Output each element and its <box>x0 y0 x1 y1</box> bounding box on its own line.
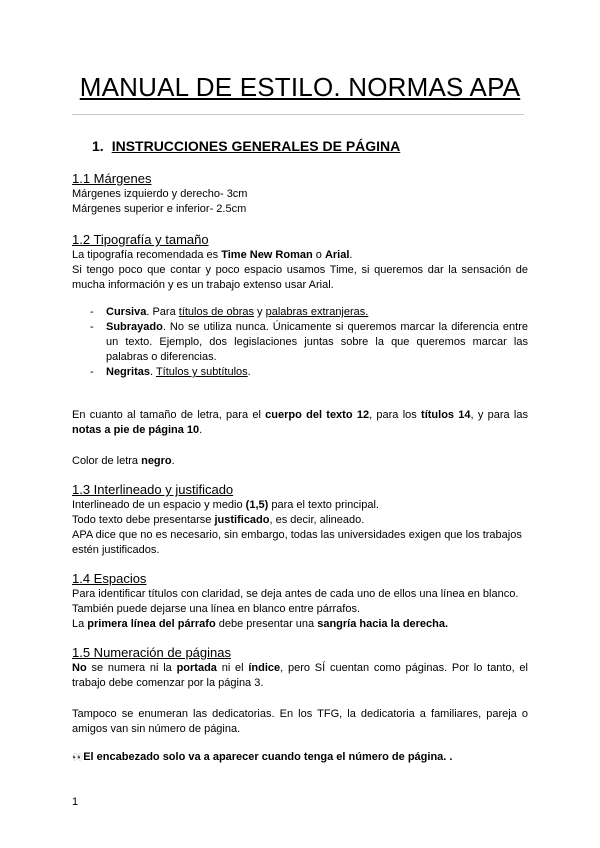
text-run-bold: índice <box>248 662 281 674</box>
text-run: ni el <box>216 662 249 674</box>
bullet-dash: - <box>90 306 94 318</box>
bullet-dash: - <box>90 321 94 333</box>
eyes-icon: 👀 <box>72 752 84 762</box>
text-run: . <box>171 455 175 467</box>
typography-text <box>72 248 528 293</box>
typography-line-2: Si tengo poco que contar y poco espacio usamos Time, si queremos dar la sensación de mucha información y es un trabajo extenso usar Arial. <box>72 264 528 291</box>
text-run: Todo texto debe presentarse <box>72 514 215 526</box>
spaces-line-2: También puede dejarse una línea en blanco entre párrafos. <box>72 603 361 615</box>
text-run-bold: justificado <box>214 514 270 526</box>
text-run: se numera ni la <box>86 662 177 674</box>
subsection-heading-margins: 1.1 Márgenes <box>72 171 152 186</box>
text-run-bold: portada <box>176 662 217 674</box>
page-title: MANUAL DE ESTILO. NORMAS APA <box>79 72 521 102</box>
section-number: 1. <box>92 138 104 154</box>
text-run: En cuanto al tamaño de letra, para el <box>72 409 266 421</box>
text-run-bold: primera línea del párrafo <box>87 618 216 630</box>
subsection-heading-spaces: 1.4 Espacios <box>72 571 147 586</box>
page-numbering-paragraph-2: Tampoco se enumeran las dedicatorias. En los TFG, la dedicatoria a familiares, pareja o amigos van sin número de página. <box>72 708 528 735</box>
text-run: para el texto principal. <box>268 499 379 511</box>
text-run: . No se utiliza nunca. Únicamente si queremos marcar la diferencia entre un texto. Ejemplo, dos legislaciones juntas sobre la que queremos marcar las palabras o diferencias. <box>106 321 528 363</box>
text-run-bold: Subrayado <box>106 321 163 333</box>
text-run: . <box>150 366 156 378</box>
subsection-heading-page-numbering: 1.5 Numeración de páginas <box>72 645 231 660</box>
text-run-bold: negro <box>141 455 172 467</box>
margins-text <box>72 187 528 217</box>
spaces-line-1: Para identificar títulos con claridad, se deja antes de cada uno de ellos una línea en blanco. <box>72 588 519 600</box>
text-run: . Para <box>146 306 179 318</box>
typography-line-1 <box>72 248 528 263</box>
title-divider <box>72 114 524 115</box>
font-size-paragraph <box>72 408 528 438</box>
text-run: y <box>253 306 266 318</box>
page-numbering-paragraph-3 <box>72 750 528 765</box>
page-number: 1 <box>72 796 79 808</box>
line-spacing-line-1 <box>72 498 528 513</box>
text-run-bold: No <box>72 662 87 674</box>
line-spacing-line-2 <box>72 513 528 528</box>
text-run: . <box>247 366 251 378</box>
text-run: debe presentar una <box>215 618 318 630</box>
list-item <box>72 365 528 380</box>
text-run: , para los <box>369 409 422 421</box>
bullet-list <box>72 305 528 380</box>
text-run: , pero SÍ cuentan como páginas. Por lo tanto, el trabajo debe comenzar por la página 3. <box>72 662 528 689</box>
text-run-bold: Arial <box>324 249 350 261</box>
list-item <box>72 305 528 320</box>
text-run: . <box>349 249 353 261</box>
text-run: , es decir, alineado. <box>269 514 365 526</box>
text-run: . <box>199 424 203 436</box>
line-spacing-line-3: APA dice que no es necesario, sin embargo, todas las universidades exigen que los trabajos estén justificados. <box>72 529 522 556</box>
text-run-bold: Cursiva <box>106 306 147 318</box>
text-run-bold: cuerpo del texto 12 <box>265 409 370 421</box>
subsection-heading-line-spacing: 1.3 Interlineado y justificado <box>72 482 234 497</box>
text-run-bold: (1,5) <box>245 499 269 511</box>
text-run-bold: notas a pie de página 10 <box>72 424 200 436</box>
line-spacing-text <box>72 498 528 558</box>
text-run: Color de letra <box>72 455 142 467</box>
section-title: INSTRUCCIONES GENERALES DE PÁGINA <box>111 138 401 154</box>
text-run: o <box>312 249 325 261</box>
text-run-bold: sangría hacia la derecha. <box>317 618 449 630</box>
page-numbering-paragraph-1 <box>72 661 528 691</box>
margins-line-1: Márgenes izquierdo y derecho- 3cm <box>72 188 248 200</box>
text-run: , y para las <box>470 409 528 421</box>
list-item <box>72 320 528 365</box>
text-run: La <box>72 618 88 630</box>
text-run-bold: El encabezado solo va a aparecer cuando tenga el número de página. . <box>83 751 453 763</box>
spaces-line-3 <box>72 617 528 632</box>
text-run: Interlineado de un espacio y medio <box>72 499 246 511</box>
text-run-underline: títulos de obras <box>178 306 254 318</box>
subsection-heading-typography: 1.2 Tipografía y tamaño <box>72 232 209 247</box>
text-run-underline: Títulos y subtítulos <box>155 366 248 378</box>
text-run-underline: palabras extranjeras. <box>265 306 369 318</box>
text-run-bold: Negritas <box>106 366 151 378</box>
text-run-bold: Time New Roman <box>221 249 313 261</box>
font-color-paragraph <box>72 454 528 469</box>
margins-line-2: Márgenes superior e inferior- 2.5cm <box>72 203 247 215</box>
spaces-text <box>72 587 528 632</box>
section-heading <box>92 138 400 154</box>
bullet-dash: - <box>90 366 94 378</box>
text-run: La tipografía recomendada es <box>72 249 222 261</box>
text-run-bold: títulos 14 <box>421 409 471 421</box>
